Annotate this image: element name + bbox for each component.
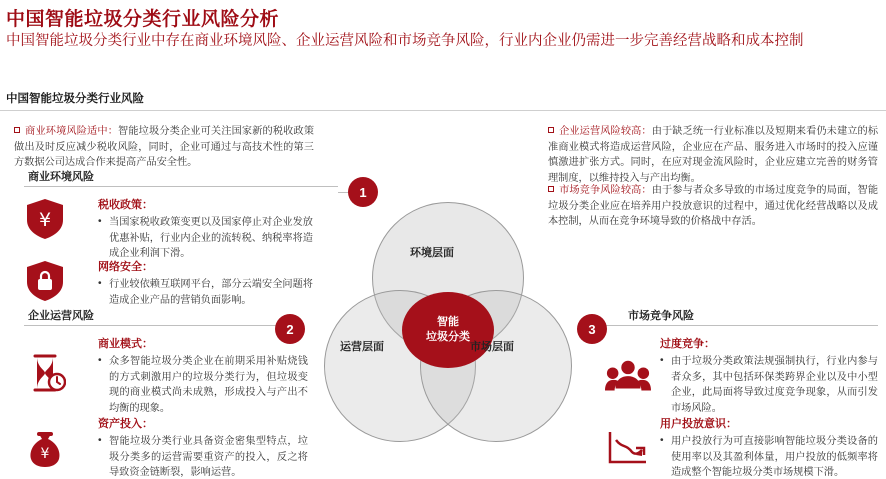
group-heading-operation: 企业运营风险 <box>28 310 94 322</box>
detail-title: 资产投入： <box>98 418 153 430</box>
venn-center-line2: 垃圾分类 <box>426 331 470 343</box>
bullet-square-icon <box>548 127 554 133</box>
group-rule-market <box>600 325 878 326</box>
detail-title: 过度竞争： <box>660 338 715 350</box>
detail-excessive-competition <box>660 335 878 416</box>
callout-text: 智能垃圾分类企业可关注国家新的税收政策做出及时反应减少税收风险，同时，企业可通过与高技术性的第三方数据公司达成合作来提高产品安全性。 <box>14 126 315 168</box>
group-heading-market: 市场竞争风险 <box>628 310 694 322</box>
svg-text:¥: ¥ <box>38 209 52 231</box>
callout-text: 由于参与者众多导致的市场过度竞争的局面，智能垃圾分类企业应在培养用户投放意识的过程中，通过优化经营战略以及成本控制，从而在竞争环境导致的价格战中存活。 <box>548 185 879 227</box>
callout-operation-risk <box>548 124 878 186</box>
venn-label-environment: 环境层面 <box>410 247 454 259</box>
detail-text: • 当国家税收政策变更以及国家停止对企业发放优惠补贴，行业内企业的流转税、纳税率将造成企业利润下滑。 <box>98 215 313 262</box>
group-rule-operation <box>24 325 288 326</box>
money-bag-icon <box>22 425 68 471</box>
people-icon <box>605 355 651 401</box>
group-heading-environment: 商业环境风险 <box>28 171 94 183</box>
page-subtitle: 中国智能垃圾分类行业中存在商业环境风险、企业运营风险和市场竞争风险，行业内企业仍需进一步完善经营战略和成本控制 <box>6 33 804 49</box>
callout-highlight: 市场竞争风险较高： <box>559 185 652 196</box>
detail-text: • 行业较依赖互联网平台，部分云端安全问题将造成企业产品的营销负面影响。 <box>98 277 313 308</box>
callout-market-competition-risk <box>548 183 878 230</box>
hourglass-icon <box>22 350 68 396</box>
step-marker-1: 1 <box>348 177 378 207</box>
page-title: 中国智能垃圾分类行业风险分析 <box>6 9 280 30</box>
detail-title: 网络安全： <box>98 261 153 273</box>
bullet-square-icon <box>548 186 554 192</box>
detail-business-model <box>98 335 308 416</box>
venn-center-label <box>402 292 494 368</box>
callout-highlight: 企业运营风险较高： <box>559 126 652 137</box>
section-label: 中国智能垃圾分类行业风险 <box>6 93 144 105</box>
detail-user-awareness <box>660 415 878 479</box>
shield-lock-icon <box>22 258 68 304</box>
venn-label-market: 市场层面 <box>470 341 514 353</box>
detail-title: 商业模式： <box>98 338 153 350</box>
detail-text: • 众多智能垃圾分类企业在前期采用补贴烧钱的方式刺激用户的垃圾分类行为，但垃圾变现的商业模式尚未成熟，形成投入与产出不均衡的现象。 <box>98 354 308 416</box>
venn-label-operation: 运营层面 <box>340 341 384 353</box>
detail-network-security <box>98 258 313 308</box>
group-rule-environment <box>24 186 338 187</box>
venn-center-line1: 智能 <box>437 316 459 328</box>
detail-text: • 由于垃圾分类政策法规强制执行，行业内参与者众多，其中包括环保类跨界企业以及中小型企业，此局面将导致过度竞争现象，从而引发市场风险。 <box>660 354 878 416</box>
callout-highlight: 商业环境风险适中： <box>25 126 119 137</box>
detail-capital-intensive <box>98 415 308 479</box>
detail-text: • 智能垃圾分类行业具备资金密集型特点，垃圾分类多的运营需要重资产的投入，反之将导致资金链断裂，影响运营。 <box>98 434 308 479</box>
callout-business-environment <box>14 124 314 171</box>
venn-diagram <box>318 196 578 456</box>
step-marker-2: 2 <box>275 314 305 344</box>
header-divider <box>0 110 886 111</box>
callout-text: 由于缺乏统一行业标准以及短期来看仍未建立的标准商业模式将造成运营风险，企业应在产品、服务进入市场时的投入应谨慎激进扩张方式。同时，在应对现金流风险时，企业应建立完善的财务管理制度，以维持投入与产出均衡。 <box>548 126 879 184</box>
detail-title: 用户投放意识： <box>660 418 737 430</box>
shield-yen-icon <box>22 196 68 242</box>
bullet-square-icon <box>14 127 20 133</box>
detail-tax-policy <box>98 196 313 262</box>
step-marker-3: 3 <box>577 314 607 344</box>
detail-text: • 用户投放行为可直接影响智能垃圾分类设备的使用率以及其盈利体量，用户投放的低频率将造成整个智能垃圾分类市场规模下滑。 <box>660 434 878 479</box>
detail-title: 税收政策： <box>98 199 153 211</box>
svg-text:¥: ¥ <box>40 446 50 462</box>
declining-chart-icon <box>605 425 651 471</box>
